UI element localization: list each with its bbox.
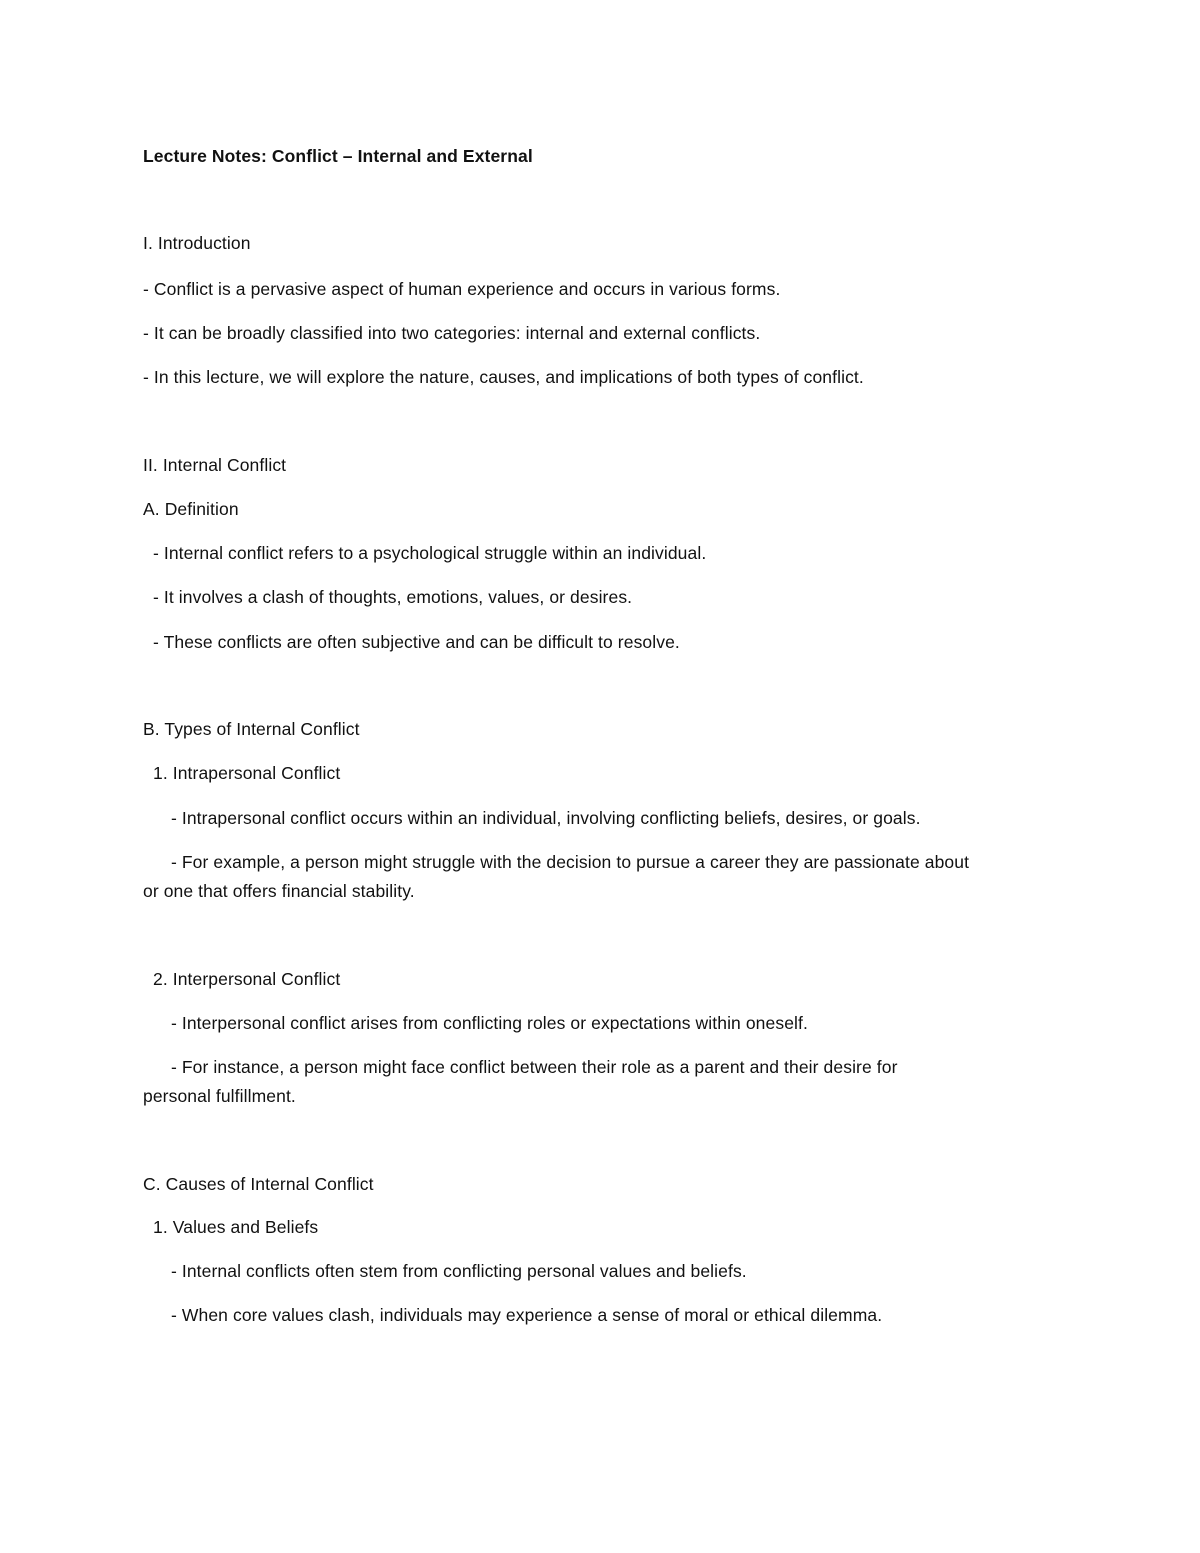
interpersonal-example-line-2: personal fulfillment. <box>143 1086 296 1106</box>
interpersonal-example-line-1: - For instance, a person might face conflict between their role as a parent and their desire for <box>171 1057 898 1077</box>
subsection-heading-causes: C. Causes of Internal Conflict <box>143 1174 374 1194</box>
definition-bullet: - Internal conflict refers to a psychological struggle within an individual. <box>153 543 707 563</box>
intrapersonal-bullet: - Intrapersonal conflict occurs within an individual, involving conflicting beliefs, desires, or goals. <box>171 808 921 828</box>
intro-bullet: - Conflict is a pervasive aspect of human experience and occurs in various forms. <box>143 279 781 299</box>
definition-bullet: - These conflicts are often subjective and can be difficult to resolve. <box>153 632 680 652</box>
intro-bullet: - It can be broadly classified into two categories: internal and external conflicts. <box>143 323 761 343</box>
definition-bullet: - It involves a clash of thoughts, emotions, values, or desires. <box>153 587 633 607</box>
document-title: Lecture Notes: Conflict – Internal and External <box>143 146 533 166</box>
type-heading-intrapersonal: 1. Intrapersonal Conflict <box>153 763 341 783</box>
interpersonal-bullet: - Interpersonal conflict arises from conflicting roles or expectations within oneself. <box>171 1013 808 1033</box>
intro-bullet: - In this lecture, we will explore the nature, causes, and implications of both types of conflict. <box>143 367 864 387</box>
intrapersonal-example-line-2: or one that offers financial stability. <box>143 881 415 901</box>
type-heading-interpersonal: 2. Interpersonal Conflict <box>153 969 341 989</box>
values-beliefs-bullet: - When core values clash, individuals may experience a sense of moral or ethical dilemma. <box>171 1305 883 1325</box>
subsection-heading-types: B. Types of Internal Conflict <box>143 719 360 739</box>
section-heading-internal-conflict: II. Internal Conflict <box>143 455 287 475</box>
subsection-heading-definition: A. Definition <box>143 499 239 519</box>
intrapersonal-example-line-1: - For example, a person might struggle with the decision to pursue a career they are passionate about <box>171 852 970 872</box>
section-heading-introduction: I. Introduction <box>143 233 251 253</box>
values-beliefs-bullet: - Internal conflicts often stem from conflicting personal values and beliefs. <box>171 1261 747 1281</box>
cause-heading-values-beliefs: 1. Values and Beliefs <box>153 1217 319 1237</box>
